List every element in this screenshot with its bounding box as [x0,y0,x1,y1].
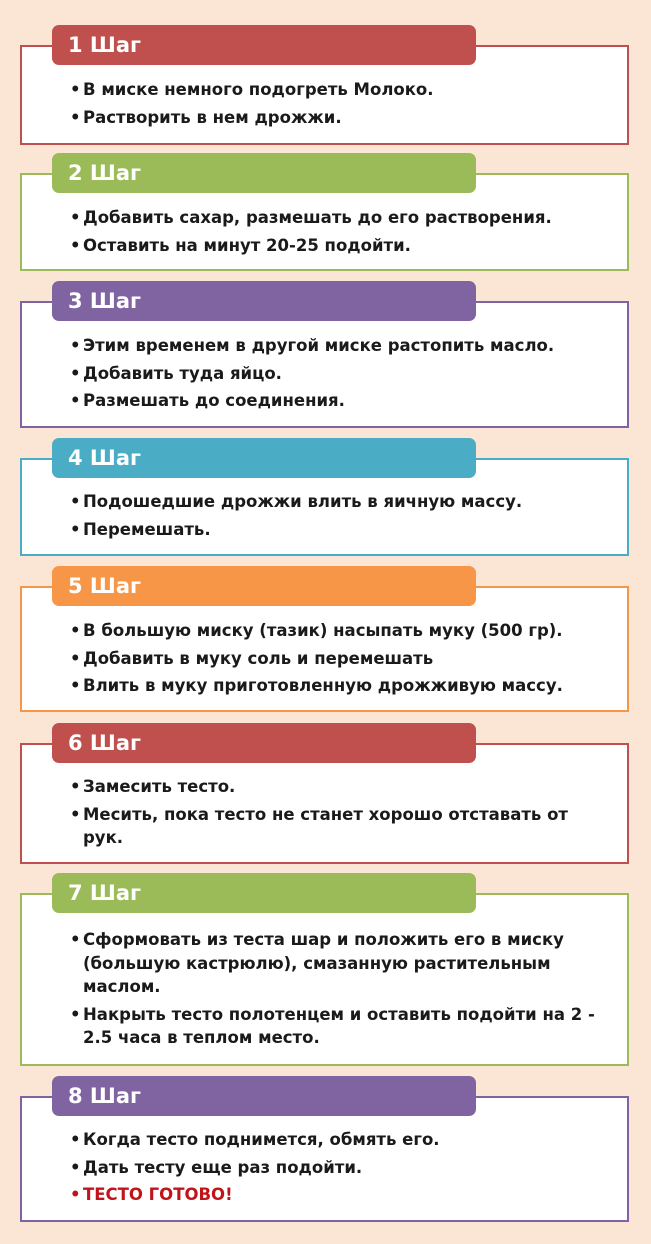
step-item: • Накрыть тесто полотенцем и оставить подойти на 2 - 2.5 часа в теплом место. [70,1003,610,1050]
step-item: • Влить в муку приготовленную дрожживую массу. [70,674,610,698]
step-title: 1 Шаг [52,25,476,65]
step-title: 4 Шаг [52,438,476,478]
step-items [70,928,610,1054]
step-item: • Замесить тесто. [70,775,610,799]
step-item: • Подошедшие дрожжи влить в яичную массу. [70,490,610,514]
step-title: 8 Шаг [52,1076,476,1116]
step-item: • Добавить туда яйцо. [70,362,610,386]
step-title: 6 Шаг [52,723,476,763]
step-item: • Растворить в нем дрожжи. [70,106,610,130]
step-item: • Добавить в муку соль и перемешать [70,647,610,671]
step-items [70,490,610,545]
step-item: • Размешать до соединения. [70,389,610,413]
step-item: • Добавить сахар, размешать до его растворения. [70,206,610,230]
step-title: 2 Шаг [52,153,476,193]
step-item: • Оставить на минут 20-25 подойти. [70,234,610,258]
step-title: 5 Шаг [52,566,476,606]
step-item: • Сформовать из теста шар и положить его в миску (большую кастрюлю), смазанную растительным маслом. [70,928,610,999]
step-item: • В миске немного подогреть Молоко. [70,78,610,102]
final-note: • ТЕСТО ГОТОВО! [70,1183,610,1207]
step-title: 7 Шаг [52,873,476,913]
step-items [70,619,610,702]
step-item: • Когда тесто поднимется, обмять его. [70,1128,610,1152]
step-item: • Этим временем в другой миске растопить масло. [70,334,610,358]
step-item: • Месить, пока тесто не станет хорошо отставать от рук. [70,803,610,850]
step-item: • Перемешать. [70,518,610,542]
step-items [70,1128,610,1211]
step-title: 3 Шаг [52,281,476,321]
step-items [70,78,610,133]
step-items [70,775,610,854]
step-item: • Дать тесту еще раз подойти. [70,1156,610,1180]
step-item: • В большую миску (тазик) насыпать муку (500 гр). [70,619,610,643]
step-items [70,206,610,261]
step-items [70,334,610,417]
